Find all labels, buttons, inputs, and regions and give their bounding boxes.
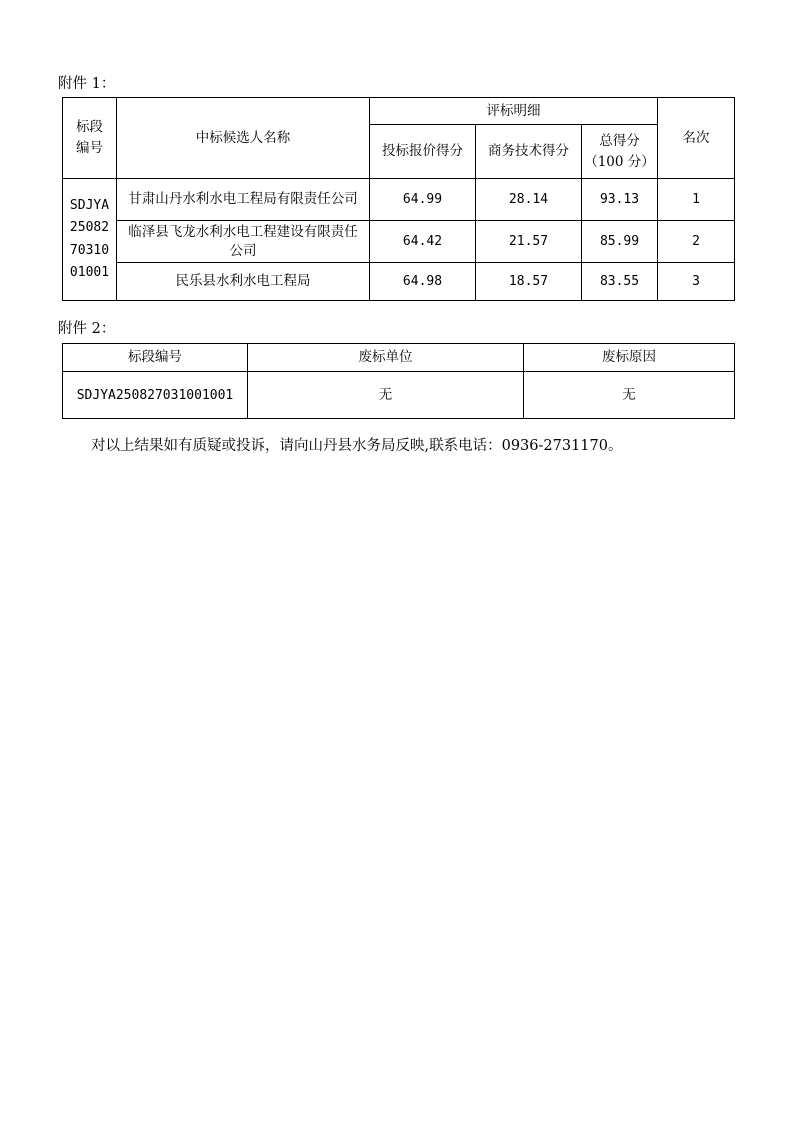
invalid-bidder-header: 废标单位 (248, 344, 524, 372)
rank: 2 (658, 221, 735, 263)
section-code-header-line2: 编号 (76, 140, 103, 156)
table-row (63, 372, 735, 419)
section-code-cell (63, 179, 117, 301)
total-score: 83.55 (582, 263, 658, 301)
table-row (63, 221, 735, 263)
table2-header-row (63, 344, 735, 372)
invalid-reason-header: 废标原因 (524, 344, 735, 372)
candidate-ranking-table (62, 97, 735, 301)
total-score: 93.13 (582, 179, 658, 221)
bid-price-score-header: 投标报价得分 (370, 125, 476, 179)
section-code-line: SDJYA (69, 197, 110, 213)
biz-tech-score: 28.14 (476, 179, 582, 221)
rank: 1 (658, 179, 735, 221)
bid-price-score: 64.42 (370, 221, 476, 263)
section-code-line: 01001 (69, 265, 110, 280)
biz-tech-score: 18.57 (476, 263, 582, 301)
section-code-header (63, 98, 117, 179)
total-score: 85.99 (582, 221, 658, 263)
candidate-name: 民乐县水利水电工程局 (117, 263, 370, 301)
table-row (63, 179, 735, 221)
attachment1-heading: 附件 1： (58, 76, 116, 92)
candidate-name: 甘肃山丹水利水电工程局有限责任公司 (117, 179, 370, 221)
section-code-line: 25082 (69, 220, 110, 235)
section-code-header: 标段编号 (63, 344, 248, 372)
table1-header-row-1 (63, 98, 735, 125)
bid-price-score: 64.98 (370, 263, 476, 301)
invalid-bid-table (62, 343, 735, 419)
total-score-header-line2: （100 分） (584, 153, 655, 170)
attachment2-heading: 附件 2： (58, 321, 116, 337)
invalid-reason-cell: 无 (524, 372, 735, 419)
rank-header: 名次 (658, 98, 735, 179)
candidate-name: 临泽县飞龙水利水电工程建设有限责任公司 (117, 221, 370, 263)
table-row (63, 263, 735, 301)
total-score-header (582, 125, 658, 179)
section-code-cell: SDJYA250827031001001 (63, 372, 248, 419)
biz-tech-score-header: 商务技术得分 (476, 125, 582, 179)
biz-tech-score: 21.57 (476, 221, 582, 263)
section-code-line: 70310 (69, 242, 110, 258)
rank: 3 (658, 263, 735, 301)
total-score-header-line1: 总得分 (599, 132, 640, 149)
invalid-bidder-cell: 无 (248, 372, 524, 419)
complaint-contact-note: 对以上结果如有质疑或投诉，请向山丹县水务局反映,联系电话：0936-2731170。 (91, 438, 623, 454)
eval-detail-header: 评标明细 (370, 98, 658, 125)
candidate-name-header: 中标候选人名称 (117, 98, 370, 179)
blank-page-area (0, 470, 793, 1122)
section-code-header-line1: 标段 (76, 119, 103, 135)
bid-price-score: 64.99 (370, 179, 476, 221)
